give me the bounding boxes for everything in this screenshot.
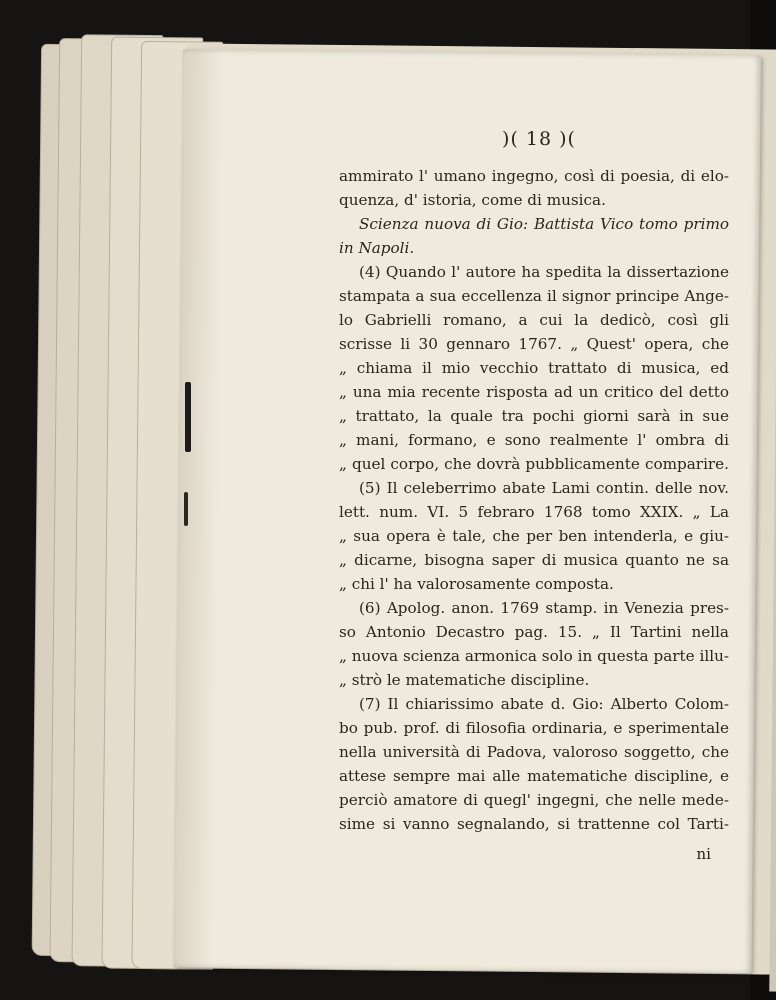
text-line: stampata a sua eccellenza il signor principe Ange-: [339, 287, 729, 305]
text-line: scrisse li 30 gennaro 1767. „ Quest' opera, che: [339, 335, 729, 353]
text-line: „ chi l' ha valorosamente composta.: [339, 575, 614, 593]
text-line: nella università di Padova, valoroso soggetto, che: [339, 743, 729, 761]
text-line: (6) Apolog. anon. 1769 stamp. in Venezia pres-: [359, 599, 729, 617]
text-line: „ sua opera è tale, che per ben intenderla, e giu-: [339, 527, 729, 545]
text-line: „ nuova scienza armonica solo in questa parte illu-: [339, 647, 729, 665]
catchword: ni: [696, 845, 711, 863]
text-line: lett. num. VI. 5 febraro 1768 tomo XXIX. „ La: [339, 503, 729, 521]
text-line: attese sempre mai alle matematiche discipline, e: [339, 767, 729, 785]
text-line: „ chiama il mio vecchio trattato di musica, ed: [339, 359, 729, 377]
text-line: perciò amatore di quegl' ingegni, che nelle mede-: [339, 791, 729, 809]
text-line: lo Gabrielli romano, a cui la dedicò, così gli: [339, 311, 729, 329]
text-line: (7) Il chiarissimo abate d. Gio: Alberto Colom-: [359, 695, 729, 713]
ribbon-marker: [185, 382, 191, 452]
text-line: ammirato l' umano ingegno, così di poesia, di elo-: [339, 167, 729, 185]
text-line: in Napoli.: [339, 239, 415, 257]
text-line: so Antonio Decastro pag. 15. „ Il Tartini nella: [339, 623, 729, 641]
text-line: bo pub. prof. di filosofia ordinaria, e sperimentale: [339, 719, 729, 737]
text-line: „ una mia recente risposta ad un critico del detto: [339, 383, 729, 401]
text-line: „ trattato, la quale tra pochi giorni sarà in sue: [339, 407, 729, 425]
text-line: (5) Il celeberrimo abate Lami contin. delle nov.: [359, 479, 729, 497]
text-line: „ strò le matematiche discipline.: [339, 671, 590, 689]
ribbon-marker: [184, 492, 188, 526]
text-line: sime si vanno segnalando, si trattenne col Tarti-: [339, 815, 729, 833]
text-line: Scienza nuova di Gio: Battista Vico tomo primo: [359, 215, 729, 233]
page-header: )( 18 )(: [502, 128, 576, 150]
text-line: (4) Quando l' autore ha spedita la dissertazione: [359, 263, 729, 281]
text-line: „ quel corpo, che dovrà pubblicamente comparire.: [339, 455, 729, 473]
text-line: „ mani, formano, e sono realmente l' ombra di: [339, 431, 729, 449]
page-text: [339, 128, 729, 866]
text-line: „ dicarne, bisogna saper di musica quanto ne sa: [339, 551, 729, 569]
text-line: quenza, d' istoria, come di musica.: [339, 191, 606, 209]
